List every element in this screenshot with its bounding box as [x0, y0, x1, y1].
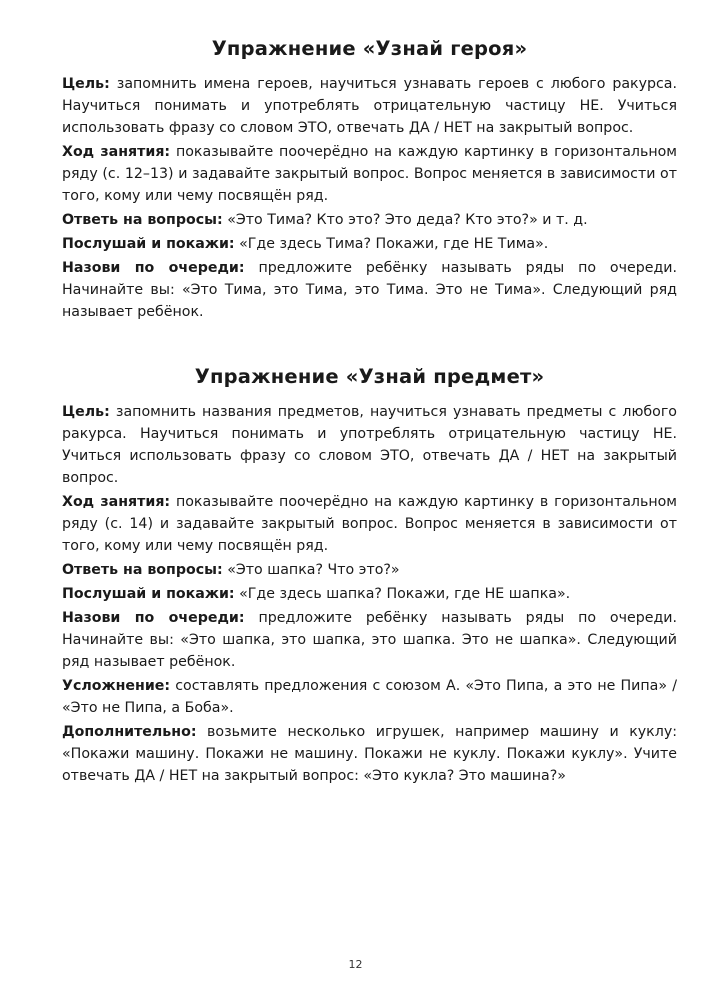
paragraph-listen-show	[62, 233, 677, 255]
paragraph-text: показывайте поочерёдно на каждую картинку в горизонтальном ряду (с. 12–13) и задавайте закрытый вопрос. Вопрос меняется в зависимости от того, кому или чему посвящён ряд.	[62, 144, 677, 204]
paragraph-text: «Где здесь шапка? Покажи, где НЕ шапка».	[234, 586, 571, 602]
paragraph-label: Ответь на вопросы:	[62, 562, 223, 578]
paragraph-answer-questions	[62, 209, 677, 231]
section-title: Упражнение «Узнай предмет»	[194, 365, 545, 388]
paragraph-label: Назови по очереди:	[62, 260, 245, 276]
paragraph-text: «Где здесь Тима? Покажи, где НЕ Тима».	[234, 236, 549, 252]
paragraph-label: Послушай и покажи:	[62, 586, 235, 602]
section-title: Упражнение «Узнай героя»	[211, 37, 528, 60]
paragraph-label: Цель:	[62, 76, 110, 92]
paragraph-procedure	[62, 491, 677, 557]
paragraph-text: предложите ребёнку называть ряды по очереди. Начинайте вы: «Это шапка, это шапка, это шапка. Это не шапка». Следующий ряд называет ребёнок.	[62, 610, 677, 670]
paragraph-name-in-turn	[62, 607, 677, 673]
paragraph-procedure	[62, 141, 677, 207]
paragraph-answer-questions	[62, 559, 677, 581]
paragraph-label: Дополнительно:	[62, 724, 197, 740]
paragraph-listen-show	[62, 583, 677, 605]
paragraph-label: Назови по очереди:	[62, 610, 245, 626]
paragraph-text: составлять предложения с союзом А. «Это Пипа, а это не Пипа» / «Это не Пипа, а Боба».	[62, 678, 677, 716]
exercise-recognize-object	[62, 364, 677, 789]
paragraph-text: запомнить названия предметов, научиться узнавать предметы с любого ракурса. Научиться понимать и употреблять отрицательную частицу НЕ. Учиться использовать фразу со словом ЭТО, отвечать ДА / НЕТ на закрытый вопрос.	[62, 404, 677, 486]
paragraph-text: запомнить имена героев, научиться узнавать героев с любого ракурса. Научиться понимать и употреблять отрицательную частицу НЕ. Учиться использовать фразу со словом ЭТО, отвечать ДА / НЕТ на закрытый вопрос.	[62, 76, 677, 136]
paragraph-name-in-turn	[62, 257, 677, 323]
paragraph-label: Усложнение:	[62, 678, 171, 694]
paragraph-text: возьмите несколько игрушек, например машину и куклу: «Покажи машину. Покажи не машину. Покажи не куклу. Покажи куклу». Учите отвечать ДА / НЕТ на закрытый вопрос: «Это кукла? Это машина?»	[62, 724, 677, 784]
paragraph-label: Ход занятия:	[62, 144, 171, 160]
paragraph-goal	[62, 401, 677, 489]
paragraph-additional	[62, 721, 677, 787]
exercise-recognize-hero	[62, 36, 677, 325]
paragraph-text: «Это шапка? Что это?»	[222, 562, 400, 578]
paragraph-label: Ответь на вопросы:	[62, 212, 223, 228]
paragraph-text: «Это Тима? Кто это? Это деда? Кто это?» и т. д.	[222, 212, 588, 228]
paragraph-goal	[62, 73, 677, 139]
page-number: 12	[348, 958, 363, 971]
paragraph-text: предложите ребёнку называть ряды по очереди. Начинайте вы: «Это Тима, это Тима, это Тима. Это не Тима». Следующий ряд называет ребёнок.	[62, 260, 677, 320]
paragraph-complication	[62, 675, 677, 719]
paragraph-label: Цель:	[62, 404, 110, 420]
paragraph-label: Послушай и покажи:	[62, 236, 235, 252]
paragraph-label: Ход занятия:	[62, 494, 171, 510]
paragraph-text: показывайте поочерёдно на каждую картинку в горизонтальном ряду (с. 14) и задавайте закрытый вопрос. Вопрос меняется в зависимости от того, кому или чему посвящён ряд.	[62, 494, 677, 554]
